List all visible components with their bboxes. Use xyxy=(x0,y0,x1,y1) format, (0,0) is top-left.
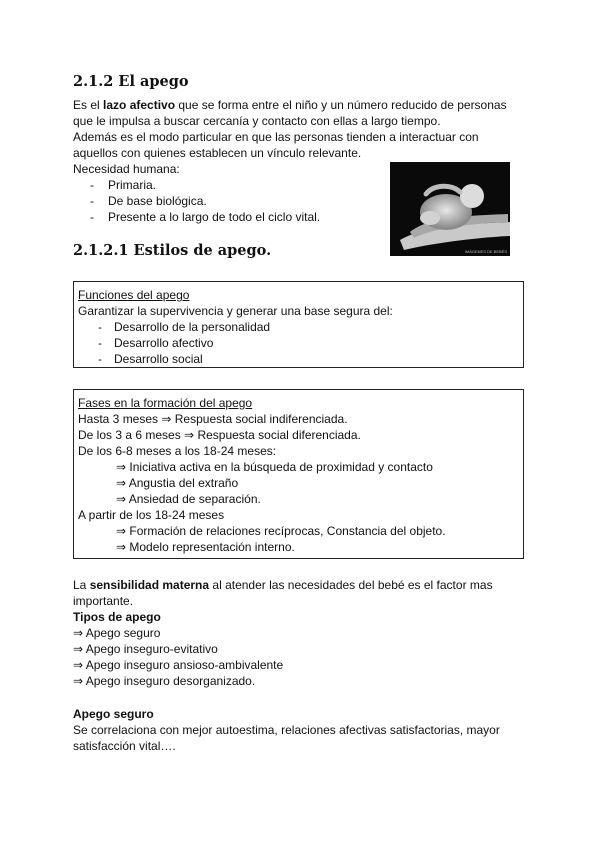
fase-line: Hasta 3 meses ⇒ Respuesta social indiferenciada. xyxy=(78,412,348,426)
photo-caption: IMÁGENES DE BEBÉS xyxy=(464,249,507,254)
box-title: Funciones del apego xyxy=(78,288,190,302)
funciones-list xyxy=(78,319,519,367)
fase-subitem: ⇒ Formación de relaciones recíprocas, Constancia del objeto. xyxy=(116,524,446,538)
list-item: ⇒ Apego seguro xyxy=(73,626,161,640)
heading-el-apego: 2.1.2 El apego xyxy=(73,73,189,90)
list-item: - Desarrollo afectivo xyxy=(78,335,519,351)
apego-seguro-title: Apego seguro xyxy=(73,707,154,721)
list-item: ⇒ Apego inseguro ansioso-ambivalente xyxy=(73,658,284,672)
baby-photo xyxy=(390,162,510,256)
fase-line: De los 3 a 6 meses ⇒ Respuesta social diferenciada. xyxy=(78,428,361,442)
fase-line: De los 6-8 meses a los 18-24 meses: xyxy=(78,444,277,458)
tipos-section xyxy=(73,609,523,689)
list-item: - Desarrollo social xyxy=(78,351,519,367)
list-item: - Presente a lo largo de todo el ciclo vital. xyxy=(73,209,523,225)
apego-seguro-text: Se correlaciona con mejor autoestima, relaciones afectivas satisfactorias, mayor satisfacción vital…. xyxy=(73,723,500,753)
list-item: - Primaria. xyxy=(73,177,523,193)
funciones-box xyxy=(73,281,524,368)
fase-line: A partir de los 18-24 meses xyxy=(78,508,225,522)
list-item: ⇒ Apego inseguro desorganizado. xyxy=(73,674,256,688)
need-label: Necesidad humana: xyxy=(73,162,180,176)
fase-subitem: ⇒ Iniciativa activa en la búsqueda de proximidad y contacto xyxy=(116,460,433,474)
definition-text: Es el lazo afectivo que se forma entre el niño y un número reducido de personas que le impulsa a buscar cercanía y contacto con ellas a largo tiempo. xyxy=(73,98,507,128)
heading-estilos-de-apego: 2.1.2.1 Estilos de apego. xyxy=(73,242,272,259)
fases-box xyxy=(73,389,524,559)
box-title: Fases en la formación del apego xyxy=(78,396,253,410)
list-item: - De base biológica. xyxy=(73,193,523,209)
sensibilidad-paragraph: La sensibilidad materna al atender las necesidades del bebé es el factor mas importante. xyxy=(73,578,493,608)
behavior-text: Además es el modo particular en que las personas tienden a interactuar con aquellos con quienes establecen un vínculo relevante. xyxy=(73,130,479,160)
sensibilidad-materna-term: sensibilidad materna xyxy=(89,578,210,592)
apego-seguro-section xyxy=(73,706,523,754)
box-text: Garantizar la supervivencia y generar una base segura del: xyxy=(78,304,393,318)
baby-on-hands-photo xyxy=(390,162,510,256)
fase-subitem: ⇒ Ansiedad de separación. xyxy=(116,492,261,506)
fase-subitem: ⇒ Angustia del extraño xyxy=(116,476,239,490)
tipos-title: Tipos de apego xyxy=(73,610,161,624)
fase-subitem: ⇒ Modelo representación interno. xyxy=(116,540,295,554)
list-item: - Desarrollo de la personalidad xyxy=(78,319,519,335)
lazo-afectivo-term: lazo afectivo xyxy=(103,98,176,112)
list-item: ⇒ Apego inseguro-evitativo xyxy=(73,642,218,656)
